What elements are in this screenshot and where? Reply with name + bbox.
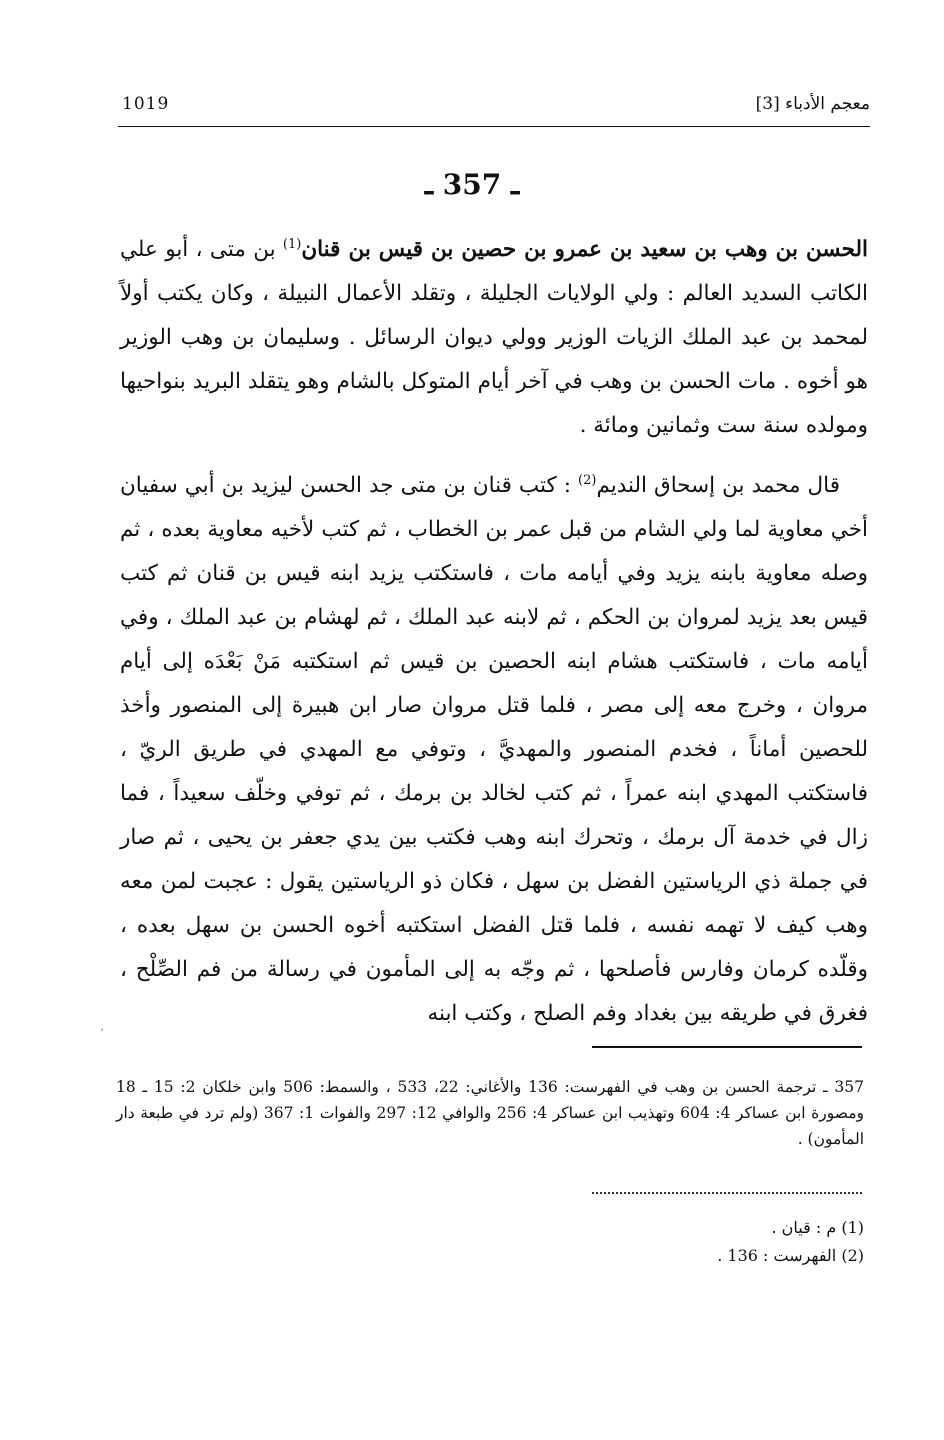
source-note: 357 ـ ترجمة الحسن بن وهب في الفهرست: 136 والأغاني: 22، 533 ، والسمط: 506 وابن خلكان 2: 15 ـ 18 ومصورة ابن عساكر 4: 604 وتهذيب ابن عساكر 4: 256 والوافي 12: 297 والفوات 1: 367 (ولم ترد في طبعة دار المأمون) . xyxy=(116,1078,864,1148)
dotted-rule xyxy=(592,1192,862,1194)
book-title: معجم الأدباء [3] xyxy=(755,94,870,114)
header-rule xyxy=(118,126,870,127)
paragraph-1-text: بن متى ، أبو علي الكاتب السديد العالم : ولي الولايات الجليلة ، وتقلد الأعمال النبيلة ، وكان يكتب أولاً لمحمد بن عبد الملك الزيات الوزير وولي ديوان الرسائل . وسليمان بن وهب الوزير هو أخوه . مات الحسن بن وهب في آخر أيام المتوكل بالشام وهو يتقلد البريد بنواحيها ومولده سنة ست وثمانين ومائة . xyxy=(120,237,868,438)
paragraph-1 xyxy=(120,228,868,448)
footnote-ref-2: (2) xyxy=(578,472,597,488)
entry-number: ـ 357 ـ xyxy=(424,168,520,201)
footnote-1: (1) م : قيان . xyxy=(771,1218,864,1237)
paragraph-2-start: قال محمد بن إسحاق النديم xyxy=(596,473,840,498)
footnote-ref-1: (1) xyxy=(282,236,302,252)
entry-name: الحسن بن وهب بن سعيد بن عمرو بن حصين بن قيس بن قنان xyxy=(301,237,868,262)
footnote-2: (2) الفهرست : 136 . xyxy=(717,1246,864,1265)
page-number: 1019 xyxy=(122,94,170,114)
entry-body xyxy=(120,228,868,1036)
paragraph-2 xyxy=(120,464,868,1036)
paragraph-2-text: : كتب قنان بن متى جد الحسن ليزيد بن أبي سفيان أخي معاوية لما ولي الشام من قبل عمر بن الخطاب ، ثم كتب لأخيه معاوية بعده ، ثم وصله معاوية بابنه يزيد وفي أيامه مات ، فاستكتب يزيد ابنه قيس بن قنان ثم كتب قيس بعد يزيد لمروان بن الحكم ، ثم لابنه عبد الملك ، ثم لهشام بن عبد الملك ، وفي أيامه مات ، فاستكتب هشام ابنه الحصين بن قيس ثم استكتبه مَنْ بَعْدَه إلى أيام مروان ، وخرج معه إلى مصر ، فلما قتل مروان صار ابن هبيرة إلى المنصور وأخذ للحصين أماناً ، فخدم المنصور والمهديَّ ، وتوفي مع المهدي في طريق الريّ ، فاستكتب المهدي ابنه عمراً ، ثم كتب لخالد بن برمك ، ثم توفي وخلّف سعيداً ، فما زال في خدمة آل برمك ، وتحرك ابنه وهب فكتب بين يدي جعفر بن يحيى ، ثم صار في جملة ذي الرياستين الفضل بن سهل ، فكان ذو الرياستين يقول : عجبت لمن معه وهب كيف لا تهمه نفسه ، فلما قتل الفضل استكتبه أخوه الحسن بن سهل بعده ، وقلّده كرمان وفارس فأصلحها ، ثم وجّه به إلى المأمون في رسالة من فم الصِّلْح ، فغرق في طريقه بين بغداد وفم الصلح ، وكتب ابنه xyxy=(120,473,868,1026)
footnote-rule xyxy=(592,1046,862,1048)
footnotes xyxy=(500,1214,864,1270)
running-head xyxy=(118,92,870,122)
stray-mark: ، xyxy=(100,1020,104,1034)
